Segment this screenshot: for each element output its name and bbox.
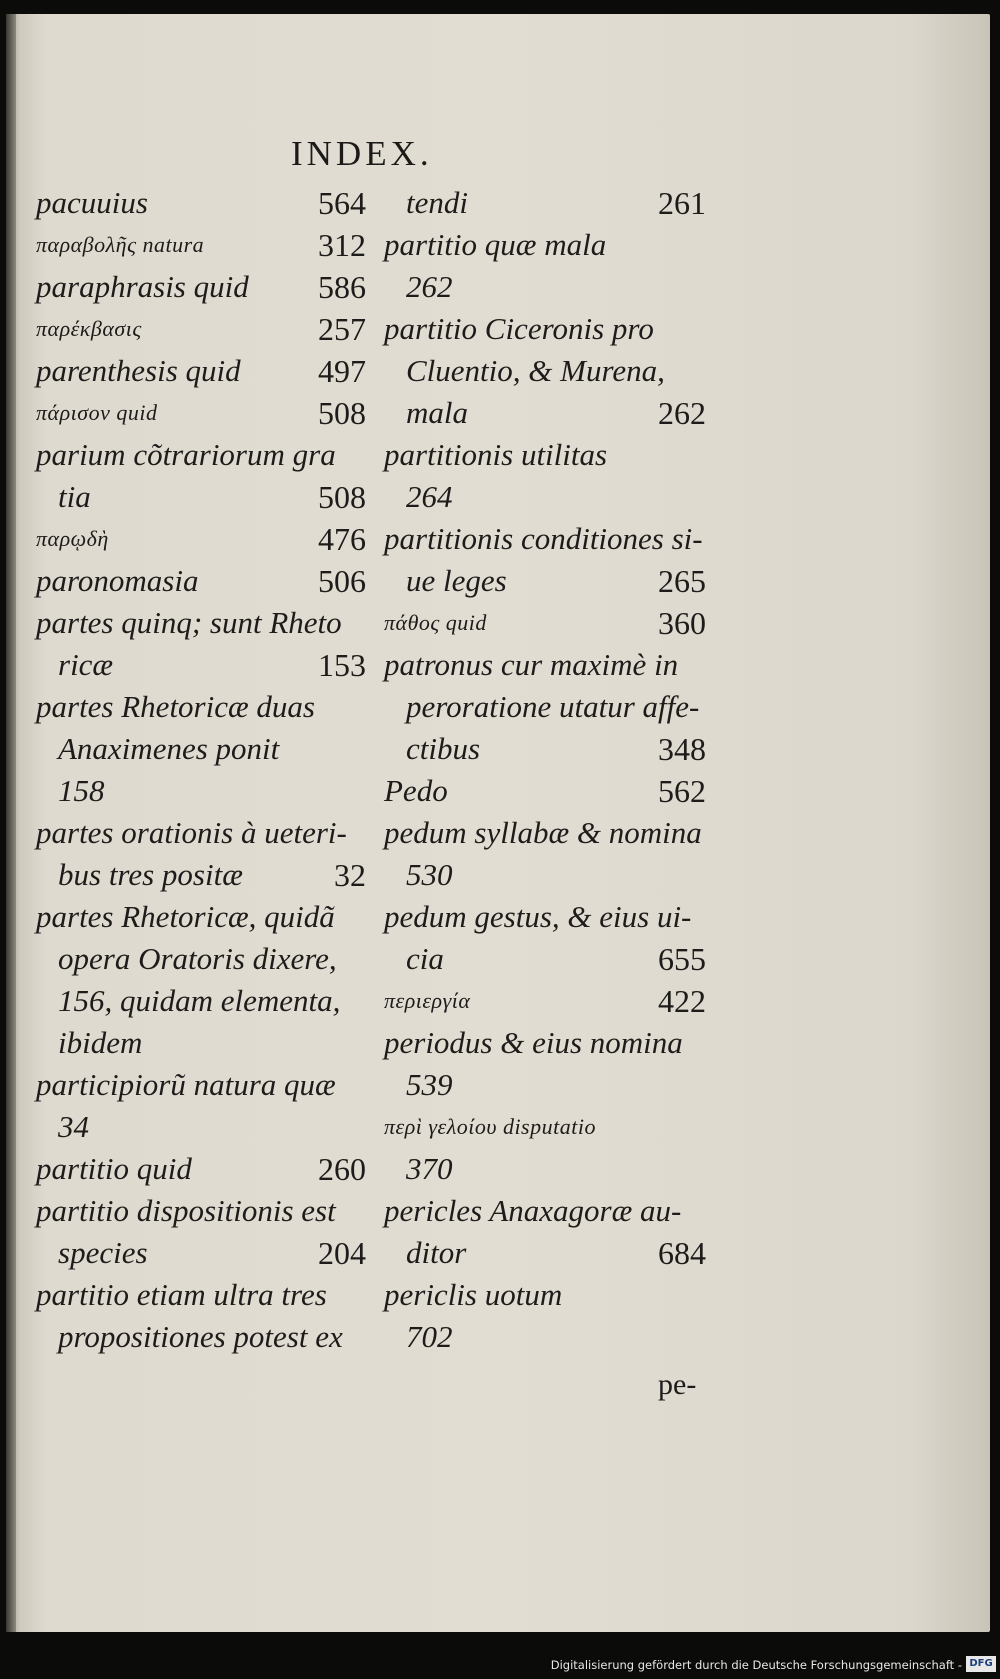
entry-text: partes orationis à ueteri- xyxy=(36,815,347,850)
left-index-entry xyxy=(36,812,366,854)
right-index-entry xyxy=(384,1148,706,1190)
left-index-entry xyxy=(36,434,366,476)
left-index-entry xyxy=(36,224,366,266)
right-index-entry xyxy=(384,1064,706,1106)
entry-text: patronus cur maximè in xyxy=(384,647,679,682)
right-index-entry xyxy=(384,1316,706,1358)
right-index-entry xyxy=(384,812,706,854)
entry-text: Anaximenes ponit xyxy=(58,731,280,766)
entry-text: paronomasia xyxy=(36,563,199,598)
entry-text: 370 xyxy=(406,1151,453,1186)
right-index-entry xyxy=(384,392,706,434)
entry-text: pedum syllabæ & nomina xyxy=(384,815,702,850)
entry-page-number: 508 xyxy=(318,479,366,515)
entry-page-number: 360 xyxy=(658,605,706,641)
entry-text: parium cõtrariorum gra xyxy=(36,437,336,472)
left-index-entry xyxy=(36,686,366,728)
left-index-entry xyxy=(36,1106,366,1148)
book-page xyxy=(6,14,990,1632)
entry-text: pericles Anaxagoræ au- xyxy=(384,1193,682,1228)
left-index-entry xyxy=(36,350,366,392)
entry-text: ctibus xyxy=(406,731,481,766)
entry-page-number: 684 xyxy=(658,1235,706,1271)
right-index-entry xyxy=(384,434,706,476)
entry-text: partitio dispositionis est xyxy=(36,1193,336,1228)
entry-text: partitio quid xyxy=(36,1151,192,1186)
right-index-entry xyxy=(384,1274,706,1316)
right-index-entry xyxy=(384,476,706,518)
entry-text: partitio quæ mala xyxy=(384,227,607,262)
entry-text: ditor xyxy=(406,1235,467,1270)
right-index-entry xyxy=(384,266,706,308)
entry-page-number: 312 xyxy=(318,227,366,263)
entry-text: πάρισον quid xyxy=(36,400,158,425)
entry-text: πάθος quid xyxy=(384,610,487,635)
right-index-entry xyxy=(384,938,706,980)
entry-page-number: 153 xyxy=(318,647,366,683)
entry-text: παρῳδὴ xyxy=(36,526,109,551)
entry-text: παραβολῆς natura xyxy=(36,232,205,257)
entry-page-number: 562 xyxy=(658,773,706,809)
entry-page-number: 32 xyxy=(334,857,366,893)
entry-page-number: 655 xyxy=(658,941,706,977)
right-index-entry xyxy=(384,1022,706,1064)
entry-page-number: 508 xyxy=(318,395,366,431)
entry-text: Cluentio, & Murena, xyxy=(406,353,665,388)
entry-text: ricæ xyxy=(58,647,114,682)
left-index-entry xyxy=(36,770,366,812)
entry-text: parenthesis quid xyxy=(36,353,241,388)
entry-text: opera Oratoris dixere, xyxy=(58,941,337,976)
entry-text: ibidem xyxy=(58,1025,143,1060)
entry-text: partes quinq; sunt Rheto xyxy=(36,605,342,640)
left-index-entry xyxy=(36,1316,366,1358)
catchword: pe- xyxy=(658,1368,697,1401)
entry-text: partitionis utilitas xyxy=(384,437,608,472)
footer-bar xyxy=(0,1651,1000,1679)
entry-text: mala xyxy=(406,395,468,430)
entry-text: peroratione utatur affe- xyxy=(406,689,700,724)
right-index-entry xyxy=(384,854,706,896)
left-index-entry xyxy=(36,1232,366,1274)
entry-text: ue leges xyxy=(406,563,507,598)
right-index-entry xyxy=(384,560,706,602)
left-index-entry xyxy=(36,308,366,350)
right-index-entry xyxy=(384,1232,706,1274)
left-index-entry xyxy=(36,1022,366,1064)
entry-text: 530 xyxy=(406,857,453,892)
entry-text: partitio Ciceronis pro xyxy=(384,311,654,346)
entry-page-number: 204 xyxy=(318,1235,366,1271)
entry-page-number: 261 xyxy=(658,185,706,221)
entry-text: cia xyxy=(406,941,444,976)
entry-page-number: 260 xyxy=(318,1151,366,1187)
entry-text: περιεργία xyxy=(384,988,471,1013)
right-index-entry xyxy=(384,518,706,560)
index-column-right xyxy=(384,182,706,1358)
entry-text: partes Rhetoricæ duas xyxy=(36,689,315,724)
entry-text: partitionis conditiones si- xyxy=(384,521,703,556)
right-index-entry xyxy=(384,644,706,686)
right-index-entry xyxy=(384,896,706,938)
entry-text: pedum gestus, & eius ui- xyxy=(384,899,692,934)
entry-page-number: 586 xyxy=(318,269,366,305)
left-index-entry xyxy=(36,1190,366,1232)
entry-text: 158 xyxy=(58,773,105,808)
page-header: INDEX. xyxy=(291,134,433,173)
right-index-entry xyxy=(384,1190,706,1232)
entry-page-number: 257 xyxy=(318,311,366,347)
entry-text: participiorũ natura quæ xyxy=(36,1067,336,1102)
entry-page-number: 564 xyxy=(318,185,366,221)
left-index-entry xyxy=(36,392,366,434)
dfg-logo: DFG xyxy=(966,1656,996,1672)
right-index-entry xyxy=(384,182,706,224)
entry-text: περὶ γελοίου disputatio xyxy=(384,1114,596,1139)
right-index-entry xyxy=(384,686,706,728)
left-index-entry xyxy=(36,1064,366,1106)
funding-credit: Digitalisierung gefördert durch die Deutsche Forschungsgemeinschaft - xyxy=(550,1658,962,1672)
left-index-entry xyxy=(36,728,366,770)
entry-text: παρέκβασις xyxy=(36,316,142,341)
entry-text: propositiones potest ex xyxy=(58,1319,343,1354)
left-index-entry xyxy=(36,938,366,980)
entry-text: 262 xyxy=(406,269,453,304)
entry-text: 539 xyxy=(406,1067,453,1102)
entry-text: 264 xyxy=(406,479,453,514)
entry-text: Pedo xyxy=(384,773,448,808)
entry-text: 156, quidam elementa, xyxy=(58,983,341,1018)
right-index-entry xyxy=(384,224,706,266)
left-index-entry xyxy=(36,476,366,518)
entry-text: pacuuius xyxy=(36,185,148,220)
right-index-entry xyxy=(384,980,706,1022)
entry-text: bus tres positæ xyxy=(58,857,243,892)
left-index-entry xyxy=(36,266,366,308)
entry-text: 34 xyxy=(58,1109,89,1144)
left-index-entry xyxy=(36,1274,366,1316)
left-index-entry xyxy=(36,1148,366,1190)
entry-text: tendi xyxy=(406,185,468,220)
right-index-entry xyxy=(384,350,706,392)
entry-page-number: 348 xyxy=(658,731,706,767)
left-index-entry xyxy=(36,854,366,896)
right-index-entry xyxy=(384,1106,706,1148)
left-index-entry xyxy=(36,644,366,686)
entry-text: species xyxy=(58,1235,148,1270)
entry-text: 702 xyxy=(406,1319,453,1354)
entry-page-number: 265 xyxy=(658,563,706,599)
index-column-left xyxy=(36,182,366,1358)
left-index-entry xyxy=(36,980,366,1022)
entry-text: paraphrasis quid xyxy=(36,269,249,304)
right-index-entry xyxy=(384,602,706,644)
entry-text: partitio etiam ultra tres xyxy=(36,1277,327,1312)
entry-page-number: 476 xyxy=(318,521,366,557)
right-index-entry xyxy=(384,770,706,812)
entry-text: tia xyxy=(58,479,91,514)
entry-page-number: 497 xyxy=(318,353,366,389)
entry-text: periclis uotum xyxy=(384,1277,563,1312)
entry-text: periodus & eius nomina xyxy=(384,1025,683,1060)
right-index-entry xyxy=(384,308,706,350)
left-index-entry xyxy=(36,560,366,602)
entry-page-number: 422 xyxy=(658,983,706,1019)
left-index-entry xyxy=(36,182,366,224)
left-index-entry xyxy=(36,518,366,560)
entry-page-number: 506 xyxy=(318,563,366,599)
entry-text: partes Rhetoricæ, quidã xyxy=(36,899,335,934)
left-index-entry xyxy=(36,602,366,644)
left-index-entry xyxy=(36,896,366,938)
entry-page-number: 262 xyxy=(658,395,706,431)
right-index-entry xyxy=(384,728,706,770)
